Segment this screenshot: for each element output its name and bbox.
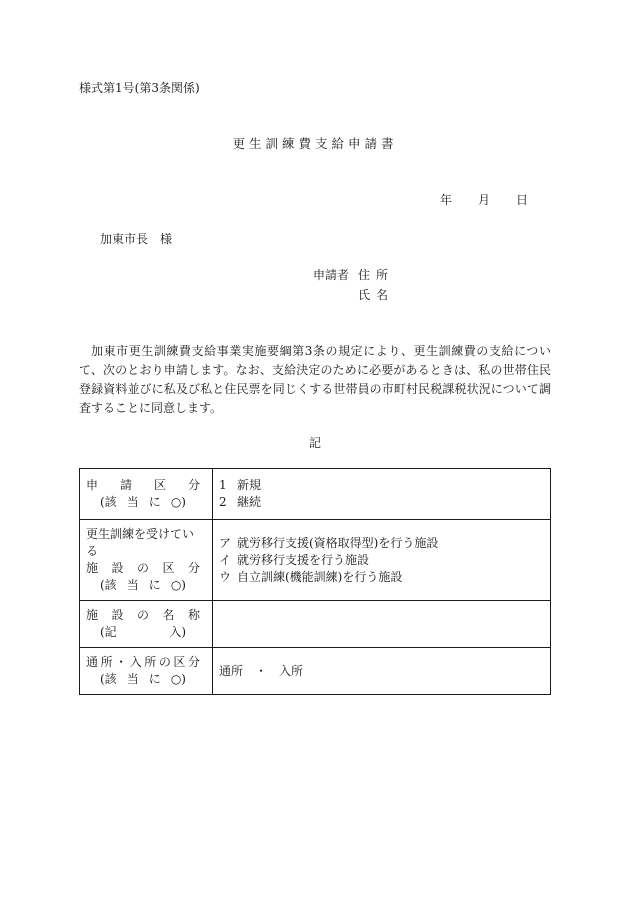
application-table bbox=[79, 468, 551, 695]
row-label bbox=[80, 601, 213, 648]
label-char: の bbox=[136, 608, 149, 622]
label-char: 所 bbox=[144, 655, 157, 669]
row-value[interactable] bbox=[213, 601, 551, 648]
label-char: ・ bbox=[115, 655, 128, 669]
option-text: 就労移行支援(資格取得型)を行う施設 bbox=[237, 535, 439, 550]
label-char: の bbox=[136, 561, 149, 575]
label-char: 設 bbox=[111, 608, 124, 622]
option-number: 2 bbox=[219, 495, 227, 509]
row-value[interactable] bbox=[213, 469, 551, 520]
label-char: 分 bbox=[187, 655, 200, 669]
label-line bbox=[100, 624, 186, 641]
label-char: (該 bbox=[100, 672, 117, 686]
label-char: 名 bbox=[162, 608, 175, 622]
option-text: 通所 ・ 入所 bbox=[219, 663, 304, 678]
label-char: の bbox=[158, 655, 171, 669]
label-char: ○) bbox=[170, 672, 186, 686]
option-text: 就労移行支援を行う施設 bbox=[237, 552, 370, 567]
label-char: 分 bbox=[187, 478, 200, 492]
label-char: (記 bbox=[100, 625, 117, 639]
row-label bbox=[80, 520, 213, 601]
date-month: 月 bbox=[478, 193, 491, 207]
applicant-label: 申請者 bbox=[313, 268, 350, 282]
label-char: に bbox=[148, 672, 161, 686]
label-line bbox=[100, 494, 186, 511]
label-line bbox=[86, 477, 200, 494]
option-number: イ bbox=[219, 552, 232, 567]
label-char: 区 bbox=[162, 561, 175, 575]
option-line[interactable] bbox=[219, 552, 550, 569]
option-line[interactable] bbox=[219, 535, 550, 552]
date-line bbox=[440, 192, 528, 208]
label-char: 当 bbox=[126, 495, 139, 509]
label-char: 区 bbox=[173, 655, 186, 669]
label-char: 所 bbox=[100, 655, 113, 669]
name-label: 氏名 bbox=[358, 288, 395, 302]
option-line[interactable] bbox=[219, 477, 550, 494]
option-text: 継続 bbox=[237, 495, 262, 509]
label-char: 設 bbox=[111, 561, 124, 575]
label-char: 更生訓練を受けている bbox=[86, 527, 195, 558]
document-title: 更生訓練費支給申請書 bbox=[232, 136, 398, 151]
addressee: 加東市長 様 bbox=[100, 232, 173, 246]
row-label bbox=[80, 469, 213, 520]
date-year: 年 bbox=[440, 193, 453, 207]
option-text: 自立訓練(機能訓練)を行う施設 bbox=[237, 569, 403, 584]
label-line bbox=[86, 607, 200, 624]
label-char: 入 bbox=[129, 655, 142, 669]
option-number: ウ bbox=[219, 569, 232, 584]
label-char: 区 bbox=[153, 478, 166, 492]
table-row bbox=[80, 520, 551, 601]
option-line[interactable] bbox=[219, 494, 550, 511]
label-line bbox=[86, 560, 200, 577]
label-char: 分 bbox=[187, 561, 200, 575]
row-value[interactable] bbox=[213, 648, 551, 695]
label-char: 入) bbox=[169, 625, 186, 639]
label-char: (該 bbox=[100, 495, 117, 509]
label-line bbox=[86, 526, 200, 560]
ki-heading: 記 bbox=[308, 436, 321, 450]
option-number: ア bbox=[219, 535, 232, 550]
label-char: ○) bbox=[170, 578, 186, 592]
label-char: 当 bbox=[126, 672, 139, 686]
label-char: (該 bbox=[100, 578, 117, 592]
label-char: ○) bbox=[170, 495, 186, 509]
date-day: 日 bbox=[516, 193, 529, 207]
label-char: 当 bbox=[126, 578, 139, 592]
table-row bbox=[80, 469, 551, 520]
label-line bbox=[100, 671, 186, 688]
label-char: 通 bbox=[86, 655, 99, 669]
table-row bbox=[80, 601, 551, 648]
form-number: 様式第1号(第3条関係) bbox=[79, 81, 200, 95]
option-line[interactable] bbox=[219, 569, 550, 586]
label-char: 施 bbox=[86, 561, 99, 575]
label-char: に bbox=[148, 495, 161, 509]
table-row bbox=[80, 648, 551, 695]
label-line bbox=[86, 654, 200, 671]
option-number: 1 bbox=[219, 478, 227, 492]
address-label: 住所 bbox=[358, 268, 395, 282]
row-value[interactable] bbox=[213, 520, 551, 601]
row-label bbox=[80, 648, 213, 695]
option-text: 新規 bbox=[237, 478, 262, 492]
label-char: 称 bbox=[187, 608, 200, 622]
body-paragraph: 加東市更生訓練費支給事業実施要綱第3条の規定により、更生訓練費の支給について、次のとおり申請します。なお、支給決定のために必要があるときは、私の世帯住民登録資料並びに私及び私と住民票を同じくする世帯員の市町村民税課税状況について調査することに同意します。 bbox=[79, 344, 551, 415]
label-char: 請 bbox=[119, 478, 132, 492]
option-line[interactable] bbox=[219, 663, 550, 680]
label-char: 申 bbox=[86, 478, 99, 492]
label-char: に bbox=[148, 578, 161, 592]
label-line bbox=[100, 577, 186, 594]
label-char: 施 bbox=[86, 608, 99, 622]
